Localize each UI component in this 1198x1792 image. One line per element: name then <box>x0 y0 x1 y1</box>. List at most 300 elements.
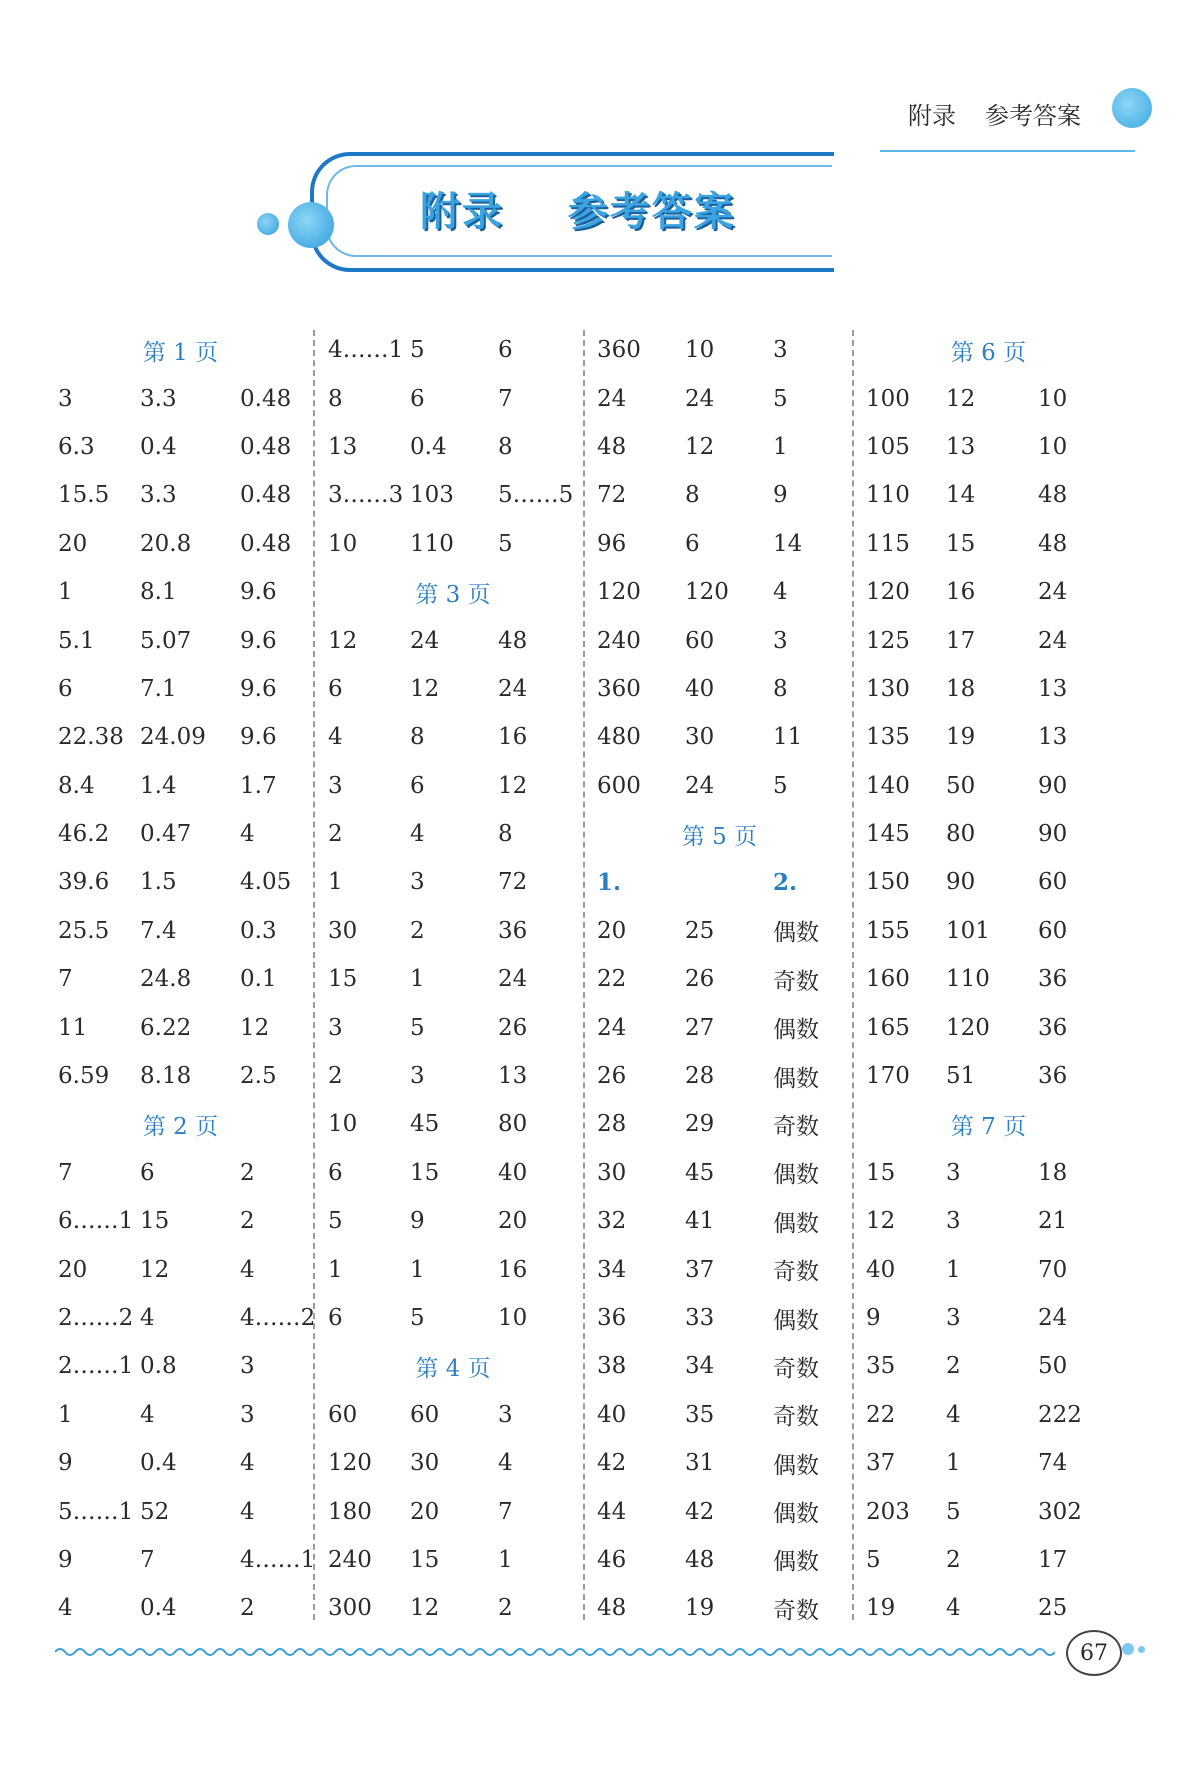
answer-cell: 3 <box>946 1208 961 1235</box>
answer-cell: 48 <box>597 1595 627 1622</box>
answer-cell: 31 <box>685 1450 715 1477</box>
answer-cell: 36 <box>597 1305 627 1331</box>
answer-cell: 22 <box>597 966 627 993</box>
answer-cell: 偶数 <box>773 1501 819 1528</box>
answer-cell: 15 <box>946 530 976 557</box>
answer-row <box>597 1149 842 1197</box>
answer-row <box>328 762 578 810</box>
answer-cell: 0.48 <box>240 433 292 460</box>
answer-cell: 1.5 <box>140 869 177 896</box>
answer-cell: 34 <box>597 1256 627 1283</box>
answer-cell: 3……3 <box>328 482 404 509</box>
answer-cell: 5……1 <box>58 1498 134 1525</box>
answer-cell: 20 <box>410 1498 440 1525</box>
answer-cell: 45 <box>685 1159 715 1186</box>
answer-cell: 偶数 <box>773 1549 819 1576</box>
answer-cell: 90 <box>1038 772 1068 799</box>
answer-cell: 5 <box>773 772 788 799</box>
page-heading-text: 第 6 页 <box>950 339 1027 366</box>
answer-cell: 2.5 <box>240 1063 277 1090</box>
answer-row <box>328 423 578 471</box>
answer-cell: 203 <box>866 1498 910 1525</box>
answer-row <box>597 423 842 471</box>
answer-row <box>58 1342 303 1390</box>
answer-cell: 72 <box>597 482 627 509</box>
answer-cell: 1 <box>773 433 788 460</box>
answer-cell: 1 <box>946 1450 961 1477</box>
answer-row <box>328 1197 578 1245</box>
answer-cell: 0.4 <box>410 433 447 460</box>
answer-cell: 130 <box>866 675 910 702</box>
answer-row <box>866 665 1111 713</box>
answer-row <box>597 1100 842 1148</box>
answer-cell: 29 <box>685 1111 715 1138</box>
answer-row <box>597 907 842 955</box>
answer-row <box>866 374 1111 422</box>
answer-row <box>866 713 1111 761</box>
answer-row <box>328 1003 578 1051</box>
answer-cell: 2 <box>946 1546 961 1573</box>
answer-cell: 奇数 <box>773 1113 819 1140</box>
answer-cell: 39.6 <box>58 869 110 896</box>
answer-cell: 1 <box>946 1256 961 1283</box>
answer-cell: 20.8 <box>140 530 192 557</box>
answer-cell: 19 <box>946 724 976 751</box>
answer-cell: 120 <box>866 579 910 606</box>
answer-cell: 40 <box>498 1159 528 1186</box>
answer-cell: 90 <box>1038 821 1068 848</box>
answer-cell: 8.4 <box>58 772 95 799</box>
answer-row <box>58 1149 303 1197</box>
footer-wave-line <box>55 1644 1055 1660</box>
answer-cell: 1 <box>328 869 343 896</box>
answer-cell: 50 <box>1038 1353 1068 1380</box>
answer-row <box>866 1149 1111 1197</box>
answer-cell: 7 <box>58 966 73 993</box>
answer-cell: 1 <box>410 1256 425 1283</box>
answer-cell: 12 <box>328 627 358 654</box>
answer-cell: 96 <box>597 530 627 557</box>
answer-cell: 1.7 <box>240 772 277 799</box>
answer-cell: 4 <box>240 821 255 848</box>
answer-cell: 6.59 <box>58 1063 110 1090</box>
answer-cell: 3 <box>410 869 425 896</box>
answer-cell: 2 <box>240 1595 255 1622</box>
answer-cell: 12 <box>946 385 976 412</box>
answer-cell: 0.4 <box>140 1595 177 1622</box>
answer-cell: 180 <box>328 1498 372 1525</box>
answer-cell: 4 <box>240 1498 255 1525</box>
answer-cell: 0.47 <box>140 821 192 848</box>
column-divider <box>852 330 854 1620</box>
answer-cell: 9.6 <box>240 579 277 606</box>
answer-row <box>866 1003 1111 1051</box>
answer-cell: 9.6 <box>240 724 277 751</box>
answer-cell: 34 <box>685 1353 715 1380</box>
answer-cell: 24 <box>685 385 715 412</box>
answer-cell: 9 <box>866 1305 881 1331</box>
answer-cell: 奇数 <box>773 1259 819 1286</box>
answer-cell: 7 <box>498 385 513 412</box>
answer-row <box>58 1294 316 1342</box>
answer-row <box>328 471 578 519</box>
answer-cell: 偶数 <box>773 1162 819 1189</box>
answer-cell: 5 <box>946 1498 961 1525</box>
answer-row <box>866 1245 1111 1293</box>
answer-cell: 125 <box>866 627 910 654</box>
answer-cell: 20 <box>58 530 88 557</box>
page-number-dot <box>1138 1646 1145 1653</box>
answer-cell: 1 <box>410 966 425 993</box>
answer-row <box>597 471 842 519</box>
answer-cell: 8.18 <box>140 1063 192 1090</box>
answer-cell: 3.3 <box>140 482 177 509</box>
answer-row <box>866 762 1111 810</box>
answer-cell: 5 <box>410 1014 425 1041</box>
page-heading <box>597 810 842 858</box>
answer-row <box>58 1391 303 1439</box>
answer-cell: 8 <box>685 482 700 509</box>
answer-cell: 36 <box>498 917 528 944</box>
answer-cell: 8.1 <box>140 579 177 606</box>
answer-cell: 24 <box>1038 1305 1068 1331</box>
answer-cell: 6 <box>410 385 425 412</box>
answer-cell: 19 <box>685 1595 715 1622</box>
answer-row <box>328 1245 578 1293</box>
answer-row <box>328 955 578 1003</box>
page-heading-text: 第 7 页 <box>950 1113 1027 1140</box>
answer-cell: 9 <box>58 1546 73 1573</box>
answer-cell: 2 <box>240 1159 255 1186</box>
answer-cell: 5 <box>773 385 788 412</box>
answer-row <box>866 1391 1111 1439</box>
answer-cell: 80 <box>946 821 976 848</box>
answer-cell: 3 <box>58 385 73 412</box>
answer-cell: 24 <box>1038 627 1068 654</box>
answer-cell: 偶数 <box>773 1307 819 1334</box>
answer-row <box>58 1584 303 1632</box>
answer-row <box>328 665 578 713</box>
answer-cell: 35 <box>685 1401 715 1428</box>
answer-cell: 26 <box>597 1063 627 1090</box>
answer-row <box>597 762 842 810</box>
answer-cell: 6 <box>328 1159 343 1186</box>
answer-cell: 0.8 <box>140 1353 177 1380</box>
answer-cell: 38 <box>597 1353 627 1380</box>
answer-cell: 3 <box>240 1353 255 1380</box>
answer-cell: 24.09 <box>140 724 206 751</box>
answer-row <box>328 1294 578 1342</box>
answer-cell: 600 <box>597 772 641 799</box>
answer-cell: 9 <box>58 1450 73 1477</box>
answer-cell: 13 <box>946 433 976 460</box>
answer-cell: 2……2 <box>58 1305 134 1331</box>
answer-cell: 24 <box>410 627 440 654</box>
answer-cell: 奇数 <box>773 1355 819 1382</box>
answer-row <box>866 1439 1111 1487</box>
answer-cell: 37 <box>685 1256 715 1283</box>
answer-cell: 2 <box>328 821 343 848</box>
answer-cell: 30 <box>597 1159 627 1186</box>
answer-cell: 3 <box>773 337 788 364</box>
header-circle-decoration <box>1112 88 1152 128</box>
answer-cell: 7 <box>498 1498 513 1525</box>
banner-large-circle <box>288 202 334 248</box>
banner-small-circle <box>257 213 279 235</box>
answer-cell: 120 <box>597 579 641 606</box>
answer-cell: 105 <box>866 433 910 460</box>
answer-row <box>328 326 578 374</box>
answer-cell: 4……1 <box>328 337 404 364</box>
answer-cell: 5……5 <box>498 482 574 509</box>
answer-cell: 8 <box>773 675 788 702</box>
page-heading <box>58 1100 303 1148</box>
answer-cell: 0.4 <box>140 433 177 460</box>
answer-cell: 4 <box>773 579 788 606</box>
answer-cell: 13 <box>1038 724 1068 751</box>
answer-cell: 72 <box>498 869 528 896</box>
answer-row <box>866 1052 1111 1100</box>
answer-cell: 9 <box>773 482 788 509</box>
answer-cell: 6 <box>328 1305 343 1331</box>
answer-cell: 12 <box>498 772 528 799</box>
answer-row <box>58 810 303 858</box>
answer-cell: 0.48 <box>240 482 292 509</box>
answer-cell: 4 <box>58 1595 73 1622</box>
answer-cell: 13 <box>498 1063 528 1090</box>
answer-row <box>866 568 1111 616</box>
answer-cell: 51 <box>946 1063 976 1090</box>
answer-cell: 6 <box>58 675 73 702</box>
banner-title: 附录 参考答案 <box>420 189 736 235</box>
answer-cell: 145 <box>866 821 910 848</box>
answer-cell: 17 <box>946 627 976 654</box>
answer-cell: 24 <box>498 675 528 702</box>
answer-row <box>58 1003 303 1051</box>
answer-cell: 4 <box>240 1450 255 1477</box>
answer-cell: 0.48 <box>240 530 292 557</box>
answer-cell: 240 <box>597 627 641 654</box>
answer-cell: 16 <box>498 1256 528 1283</box>
page-number: 67 <box>1066 1630 1122 1676</box>
answer-cell: 20 <box>597 917 627 944</box>
answer-cell: 5.1 <box>58 627 95 654</box>
answer-cell: 3 <box>773 627 788 654</box>
answer-row <box>597 858 842 906</box>
answer-cell: 30 <box>685 724 715 751</box>
page-heading <box>328 1342 578 1390</box>
answer-cell: 2 <box>946 1353 961 1380</box>
answer-cell: 42 <box>685 1498 715 1525</box>
answer-cell: 6……1 <box>58 1208 134 1235</box>
page-heading <box>328 568 578 616</box>
answer-cell: 4 <box>140 1401 155 1428</box>
answer-cell: 8 <box>410 724 425 751</box>
answer-cell: 15 <box>410 1546 440 1573</box>
answer-column-3 <box>597 326 842 1633</box>
answer-cell: 0.48 <box>240 385 292 412</box>
header-section: 附录 <box>908 102 956 130</box>
answer-row <box>597 1487 842 1535</box>
answer-cell: 7.4 <box>140 917 177 944</box>
answer-cell: 奇数 <box>773 1597 819 1624</box>
answer-cell: 48 <box>498 627 528 654</box>
answer-cell: 4……2 <box>240 1305 316 1331</box>
answer-cell: 25 <box>1038 1595 1068 1622</box>
answer-cell: 3 <box>946 1159 961 1186</box>
answer-cell: 7 <box>140 1546 155 1573</box>
answer-cell: 110 <box>946 966 990 993</box>
answer-cell: 10 <box>498 1305 528 1331</box>
answer-cell: 28 <box>597 1111 627 1138</box>
answer-cell: 110 <box>410 530 454 557</box>
answer-row <box>58 665 303 713</box>
answer-cell: 18 <box>946 675 976 702</box>
answer-cell: 48 <box>1038 530 1068 557</box>
answer-cell: 6 <box>328 675 343 702</box>
answer-row <box>597 713 842 761</box>
answer-cell: 36 <box>1038 1014 1068 1041</box>
answer-row <box>866 423 1111 471</box>
answer-cell: 70 <box>1038 1256 1068 1283</box>
answer-row <box>866 471 1111 519</box>
answer-row <box>328 1149 578 1197</box>
answer-cell: 170 <box>866 1063 910 1090</box>
answer-cell: 24 <box>1038 579 1068 606</box>
answer-row <box>597 1245 842 1293</box>
answer-cell: 48 <box>1038 482 1068 509</box>
answer-cell: 240 <box>328 1546 372 1573</box>
answer-cell: 12 <box>866 1208 896 1235</box>
header-title: 参考答案 <box>985 102 1081 130</box>
answer-cell: 15 <box>140 1208 170 1235</box>
answer-row <box>58 955 303 1003</box>
answer-row <box>328 858 578 906</box>
answer-row <box>328 1487 578 1535</box>
answer-cell: 10 <box>1038 385 1068 412</box>
answer-cell: 26 <box>498 1014 528 1041</box>
answer-cell: 40 <box>866 1256 896 1283</box>
answer-cell: 2 <box>498 1595 513 1622</box>
answer-row <box>597 1003 842 1051</box>
answer-cell: 32 <box>597 1208 627 1235</box>
answer-cell: 360 <box>597 675 641 702</box>
answer-row <box>866 520 1111 568</box>
answer-row <box>328 520 578 568</box>
answer-cell: 20 <box>58 1256 88 1283</box>
answer-cell: 1.4 <box>140 772 177 799</box>
answer-cell: 15 <box>866 1159 896 1186</box>
answer-cell: 15.5 <box>58 482 110 509</box>
answer-cell: 25.5 <box>58 917 110 944</box>
answer-cell: 40 <box>685 675 715 702</box>
answer-cell: 60 <box>410 1401 440 1428</box>
answer-cell: 24 <box>597 1014 627 1041</box>
answer-cell: 480 <box>597 724 641 751</box>
page-heading <box>866 326 1111 374</box>
answer-row <box>866 1294 1111 1342</box>
answer-row <box>597 568 842 616</box>
answer-row <box>328 1100 578 1148</box>
answer-row <box>58 858 303 906</box>
answer-cell: 48 <box>685 1546 715 1573</box>
answer-cell: 24 <box>597 385 627 412</box>
answer-cell: 21 <box>1038 1208 1068 1235</box>
answer-cell: 3 <box>498 1401 513 1428</box>
answer-row <box>866 1487 1111 1535</box>
answer-cell: 27 <box>685 1014 715 1041</box>
answer-cell: 9.6 <box>240 675 277 702</box>
answer-cell: 1 <box>58 1401 73 1428</box>
answer-cell: 103 <box>410 482 454 509</box>
answer-row <box>58 423 303 471</box>
page-heading-text: 第 5 页 <box>681 823 758 850</box>
answer-cell: 4 <box>140 1305 155 1331</box>
answer-row <box>597 1391 842 1439</box>
answer-cell: 1 <box>58 579 73 606</box>
answer-row <box>58 1487 303 1535</box>
answer-cell: 5 <box>866 1546 881 1573</box>
answer-cell: 150 <box>866 869 910 896</box>
answer-cell: 10 <box>328 530 358 557</box>
answer-cell: 8 <box>498 821 513 848</box>
answer-row <box>328 1439 578 1487</box>
answer-cell: 80 <box>498 1111 528 1138</box>
answer-cell: 60 <box>1038 917 1068 944</box>
answer-cell: 0.4 <box>140 1450 177 1477</box>
answer-cell: 120 <box>328 1450 372 1477</box>
answer-cell: 3 <box>328 1014 343 1041</box>
answer-cell: 46.2 <box>58 821 110 848</box>
answer-cell: 12 <box>410 1595 440 1622</box>
answer-cell: 1 <box>328 1256 343 1283</box>
answer-cell: 12 <box>685 433 715 460</box>
answer-cell: 12 <box>240 1014 270 1041</box>
answer-row <box>328 1584 578 1632</box>
answer-cell: 36 <box>1038 966 1068 993</box>
answer-row <box>58 374 303 422</box>
answer-cell: 6.22 <box>140 1014 192 1041</box>
answer-cell: 15 <box>328 966 358 993</box>
answer-cell: 45 <box>410 1111 440 1138</box>
answer-cell: 偶数 <box>773 1017 819 1044</box>
answer-cell: 14 <box>773 530 803 557</box>
header-rule <box>880 150 1135 152</box>
answer-cell: 50 <box>946 772 976 799</box>
answer-row <box>597 1197 842 1245</box>
page-heading-text: 第 1 页 <box>142 339 219 366</box>
answer-cell: 奇数 <box>773 1404 819 1431</box>
answer-cell: 4 <box>946 1401 961 1428</box>
answer-row <box>328 907 578 955</box>
answer-row <box>866 1584 1111 1632</box>
answer-cell: 3 <box>410 1063 425 1090</box>
answer-cell: 5.07 <box>140 627 192 654</box>
answer-row <box>328 713 578 761</box>
page-heading <box>866 1100 1111 1148</box>
answer-cell: 33 <box>685 1305 715 1331</box>
answer-row <box>866 1536 1111 1584</box>
answer-cell: 10 <box>685 337 715 364</box>
answer-cell: 10 <box>1038 433 1068 460</box>
answer-cell: 12 <box>140 1256 170 1283</box>
answer-row <box>866 1197 1111 1245</box>
answer-cell: 74 <box>1038 1450 1068 1477</box>
answer-row <box>58 568 303 616</box>
answer-cell: 155 <box>866 917 910 944</box>
answer-row <box>597 1584 842 1632</box>
answer-cell: 165 <box>866 1014 910 1041</box>
